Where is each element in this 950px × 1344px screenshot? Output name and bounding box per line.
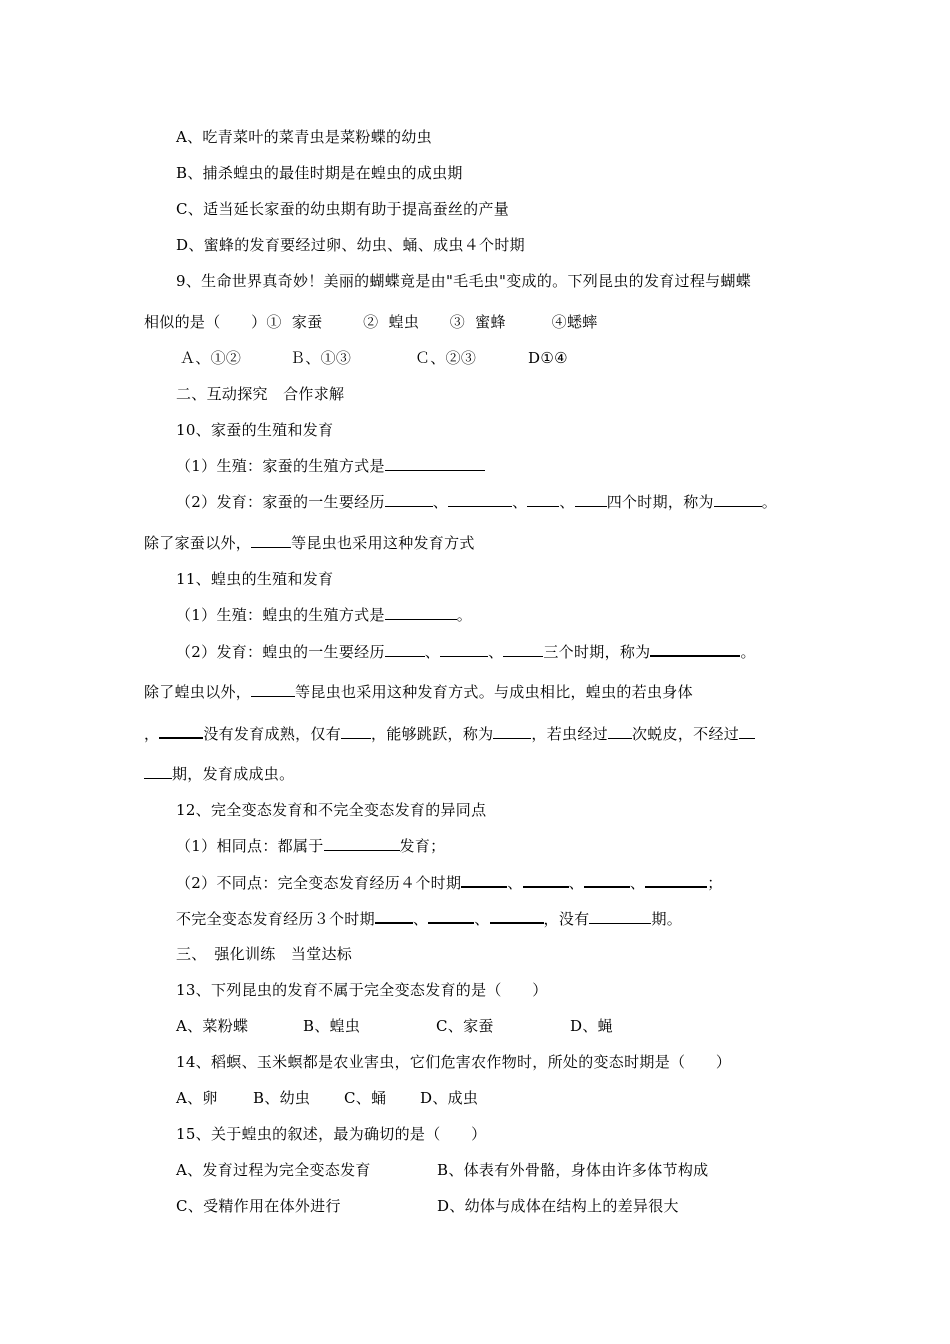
q10-blank-other-insects[interactable] xyxy=(251,533,291,548)
q11-blank-other-insects[interactable] xyxy=(251,682,295,697)
separator: 、 xyxy=(412,910,429,928)
q14-option-b: B、幼虫 xyxy=(253,1089,311,1107)
q10-blank-reproduction[interactable] xyxy=(385,456,485,471)
q11-part2 xyxy=(176,641,756,662)
q11-blank-molt-count[interactable] xyxy=(608,724,632,739)
q12-part1-text: （1）相同点：都属于 xyxy=(176,837,324,855)
section-2-heading: 二、互动探究 合作求解 xyxy=(176,385,345,403)
comma: ， xyxy=(144,725,160,743)
q12-part1-text2: 发育； xyxy=(399,837,446,855)
q11-part2-text: （2）发育：蝗虫的一生要经历 xyxy=(176,643,385,661)
q11-title: 11、蝗虫的生殖和发育 xyxy=(176,570,334,588)
q11-part5-text: 期，发育成成虫。 xyxy=(172,765,295,783)
q10-blank-development-type[interactable] xyxy=(714,492,762,507)
q11-part3 xyxy=(144,682,693,702)
q13-option-d: D、蝇 xyxy=(570,1017,613,1035)
q11-part2-text2: 三个时期，称为 xyxy=(543,643,651,661)
q9-stem-line1: 9、生命世界真奇妙！美丽的蝴蝶竟是由"毛毛虫"变成的。下列昆虫的发育过程与蝴蝶 xyxy=(176,272,752,290)
q13-option-b: B、蝗虫 xyxy=(303,1017,361,1035)
q13-stem: 13、下列昆虫的发育不属于完全变态发育的是（ ） xyxy=(176,981,548,999)
q9-option-d: D①④ xyxy=(528,349,568,367)
q11-blank-stage2[interactable] xyxy=(440,642,488,657)
q11-part4 xyxy=(144,723,755,744)
q10-blank-stage2[interactable] xyxy=(448,492,512,507)
q12-blank-complete-stage1[interactable] xyxy=(461,872,507,888)
q12-part2-text: （2）不同点：完全变态发育经历４个时期 xyxy=(176,874,462,892)
separator: 、 xyxy=(432,493,449,511)
q15-option-b: B、体表有外骨骼，身体由许多体节构成 xyxy=(437,1161,709,1179)
period: 。 xyxy=(761,493,778,511)
q11-blank-wing-buds[interactable] xyxy=(341,724,371,739)
section-3-heading: 三、 强化训练 当堂达标 xyxy=(176,945,353,963)
separator: 、 xyxy=(629,874,646,892)
q12-part3-text3: 期。 xyxy=(651,910,683,928)
q11-blank-nymph-name[interactable] xyxy=(493,724,531,739)
q14-option-a: A、卵 xyxy=(176,1089,218,1107)
q10-blank-stage4[interactable] xyxy=(575,492,607,507)
q8-option-d: D、蜜蜂的发育要经过卵、幼虫、蛹、成虫４个时期 xyxy=(176,236,525,254)
q11-part4-text2: ，能够跳跃，称为 xyxy=(371,725,494,743)
q14-option-d: D、成虫 xyxy=(420,1089,479,1107)
q9-option-c: Ｃ、②③ xyxy=(415,349,477,367)
q11-blank-reproduction[interactable] xyxy=(385,605,457,620)
q11-blank-development-type[interactable] xyxy=(650,641,740,657)
q10-part2 xyxy=(176,492,777,512)
q11-part3-text2: 等昆虫也采用这种发育方式。与成虫相比，蝗虫的若虫身体 xyxy=(295,683,693,701)
q8-option-b: B、捕杀蝗虫的最佳时期是在蝗虫的成虫期 xyxy=(176,164,463,182)
q12-blank-complete-stage3[interactable] xyxy=(584,872,630,888)
separator: 、 xyxy=(507,874,523,892)
q15-stem: 15、关于蝗虫的叙述，最为确切的是（ ） xyxy=(176,1125,487,1143)
q15-option-a: A、发育过程为完全变态发育 xyxy=(176,1161,371,1179)
q11-blank-immature-part[interactable] xyxy=(159,723,203,739)
q11-part3-text: 除了蝗虫以外， xyxy=(144,683,252,701)
separator: 、 xyxy=(474,910,490,928)
separator: 、 xyxy=(568,874,584,892)
q11-part4-text: 没有发育成熟，仅有 xyxy=(203,725,342,743)
separator: 、 xyxy=(559,493,575,511)
q14-stem: 14、稻螟、玉米螟都是农业害虫，它们危害农作物时，所处的变态时期是（ ） xyxy=(176,1053,732,1071)
q11-part5 xyxy=(144,764,294,784)
q15-option-c: C、受精作用在体外进行 xyxy=(176,1197,341,1215)
q12-blank-common-type[interactable] xyxy=(324,836,400,851)
q11-blank-stage3[interactable] xyxy=(503,642,543,657)
separator: 、 xyxy=(424,643,441,661)
q10-title: 10、家蚕的生殖和发育 xyxy=(176,421,334,439)
q8-option-c: C、适当延长家蚕的幼虫期有助于提高蚕丝的产量 xyxy=(176,200,510,218)
q9-stem-line2: 相似的是（ ）① 家蚕 ② 蝗虫 ③ 蜜蜂 ④蟋蟀 xyxy=(144,313,598,331)
q10-part3-text2: 等昆虫也采用这种发育方式 xyxy=(291,534,475,552)
q12-blank-complete-stage4[interactable] xyxy=(645,872,707,888)
q11-blank-skipped-stage[interactable] xyxy=(144,764,172,779)
period: 。 xyxy=(456,606,473,624)
q10-part1-text: （1）生殖：家蚕的生殖方式是 xyxy=(176,457,385,475)
q12-blank-incomplete-stage1[interactable] xyxy=(375,908,413,924)
q14-option-c: C、蛹 xyxy=(344,1089,387,1107)
q10-part1 xyxy=(176,456,485,476)
q11-blank-stage1[interactable] xyxy=(385,642,425,657)
q10-part3-text: 除了家蚕以外， xyxy=(144,534,252,552)
period: 。 xyxy=(740,643,756,661)
q10-part2-text: （2）发育：家蚕的一生要经历 xyxy=(176,493,385,511)
q10-blank-stage1[interactable] xyxy=(385,492,433,507)
q12-part2 xyxy=(176,872,723,893)
q13-option-a: A、菜粉蝶 xyxy=(176,1017,249,1035)
q10-part3 xyxy=(144,533,475,553)
q12-part3-text: 不完全变态发育经历３个时期 xyxy=(176,910,375,928)
q13-option-c: C、家蚕 xyxy=(436,1017,494,1035)
q11-part4-text4: 次蜕皮，不经过 xyxy=(631,725,740,743)
q11-part1-text: （1）生殖：蝗虫的生殖方式是 xyxy=(176,606,385,624)
q15-option-d: D、幼体与成体在结构上的差异很大 xyxy=(437,1197,679,1215)
q10-part2-text2: 四个时期，称为 xyxy=(606,493,714,511)
q8-option-a: A、吃青菜叶的菜青虫是菜粉蝶的幼虫 xyxy=(176,128,432,146)
q9-option-b: Ｂ、①③ xyxy=(290,349,352,367)
q12-blank-incomplete-stage3[interactable] xyxy=(490,908,544,924)
q11-part1 xyxy=(176,605,472,625)
separator: 、 xyxy=(512,493,528,511)
q12-blank-incomplete-stage2[interactable] xyxy=(428,908,474,924)
q12-title: 12、完全变态发育和不完全变态发育的异同点 xyxy=(176,801,487,819)
q9-option-a: Ａ、①② xyxy=(180,349,242,367)
q12-blank-complete-stage2[interactable] xyxy=(523,872,569,888)
q10-blank-stage3[interactable] xyxy=(527,492,559,507)
semicolon: ； xyxy=(707,874,723,892)
separator: 、 xyxy=(488,643,504,661)
q12-part3-text2: ，没有 xyxy=(543,910,590,928)
q11-part4-text3: ，若虫经过 xyxy=(531,725,608,743)
q12-part3 xyxy=(176,908,682,929)
q12-blank-missing-stage[interactable] xyxy=(589,909,651,924)
q12-part1 xyxy=(176,836,445,856)
q11-blank-skipped-stage-start[interactable] xyxy=(739,724,755,739)
